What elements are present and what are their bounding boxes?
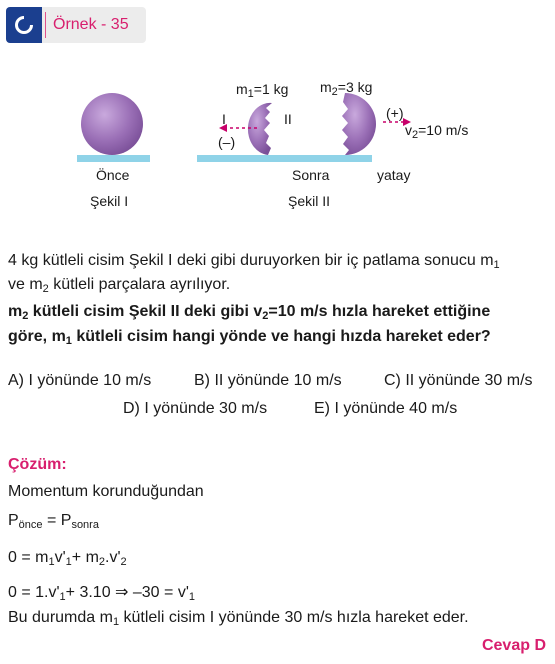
v2-label: $v_2=10$ m/s [405,122,469,141]
question-line-4: göre, $m_1$ kütleli cisim hangi yönde ve hangi hızda hareket eder? [8,328,491,347]
direction-I-label: I [222,111,226,127]
sphere-whole [81,93,143,155]
option-d[interactable]: D) I yönünde 30 m/s [123,400,268,417]
ground-fig2 [197,155,372,162]
m2-label: $m_2=3$ kg [320,79,373,98]
solution-title: Çözüm: [8,456,67,473]
direction-II-label: II [284,111,292,127]
before-label: Önce [96,167,130,183]
plus-direction-label: (+) [386,105,404,121]
question-line-1: 4 kg kütleli cisim Şekil I deki gibi duruyorken bir iç patlama sonucu $m_1$ [8,252,500,271]
momentum-equation: $P_{önce} = P_{sonra}$ [8,512,99,531]
equation-2: $0 = 1.v'_1+ 3.10$ ⇒ $-30 = v'_1$ [8,584,195,603]
horizontal-label: yatay [377,167,411,183]
figure1-caption: Şekil I [90,193,129,209]
fragment-m1 [248,103,272,155]
m1-label: $m_1=1$ kg [236,81,289,100]
example-title: Örnek - 35 [53,16,129,33]
question-line-2: ve $m_2$ kütleli parçalara ayrılıyor. [8,276,231,295]
example-icon [6,7,42,43]
ring-icon [15,16,33,34]
option-e[interactable]: E) I yönünde 40 m/s [314,400,458,417]
minus-direction-label: (–) [218,134,236,150]
question-line-3: $m_2$ kütleli cisim Şekil II deki gibi $v_2=10$ m/s hızla hareket ettiğine [8,303,491,322]
figure2-caption: Şekil II [288,193,331,209]
figure [0,60,555,220]
option-a[interactable]: A) I yönünde 10 m/s [8,372,152,389]
ground-fig1 [77,155,150,162]
badge-divider [45,12,46,38]
option-c[interactable]: C) II yönünde 30 m/s [384,372,533,389]
after-label: Sonra [292,167,330,183]
answer-label: Cevap D [481,637,546,654]
solution-line-1: Momentum korunduğundan [8,483,204,500]
example-badge [6,7,146,43]
conclusion: Bu durumda $m_1$ kütleli cisim I yönünde 30 m/s hızla hareket eder. [8,609,469,628]
option-b[interactable]: B) II yönünde 10 m/s [194,372,342,389]
equation-1: $0 = m_1v'_1+ m_2.v'_2$ [8,549,127,568]
fragment-m2 [342,93,376,155]
